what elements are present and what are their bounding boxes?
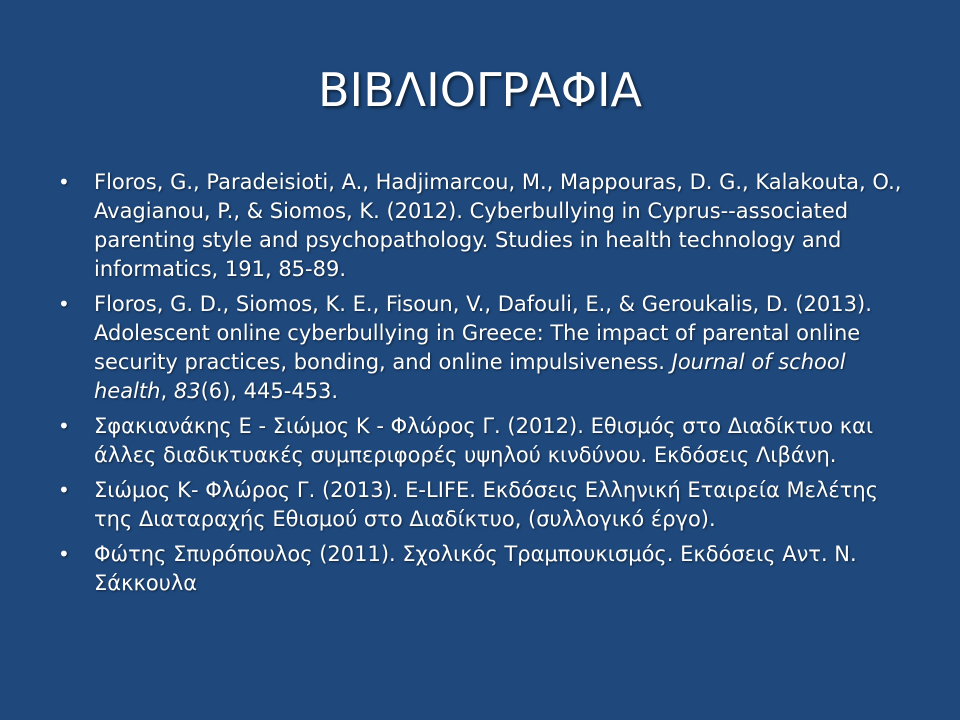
reference-text: Σφακιανάκης Ε - Σιώμος Κ - Φλώρος Γ. (2012). Εθισμός στο Διαδίκτυο και άλλες διαδικτυακές συμπεριφορές υψηλού κινδύνου. Εκδόσεις Λιβάνη.: [94, 414, 874, 467]
bullet-icon: •: [58, 542, 70, 566]
reference-pages: (6), 445-453.: [200, 379, 339, 403]
bullet-icon: •: [58, 292, 70, 316]
journal-title: Journal of school health: [94, 350, 846, 403]
list-item: [56, 476, 916, 534]
bullet-icon: •: [58, 414, 70, 438]
reference-text: Floros, G. D., Siomos, K. E., Fisoun, V., Dafouli, E., & Geroukalis, D. (2013). Adolescent online cyberbullying in Greece: The impact of parental online security practices, bonding, and online impulsiveness.: [94, 292, 872, 374]
reference-text: Floros, G., Paradeisioti, A., Hadjimarcou, M., Mappouras, D. G., Kalakouta, O., Avagianou, P., & Siomos, K. (2012). Cyberbullying in Cyprus--associated parenting style and psychopathology. Studies in health technology and informatics, 191, 85-89.: [94, 170, 902, 281]
reference-list: [56, 168, 916, 604]
bullet-icon: •: [58, 170, 70, 194]
bullet-icon: •: [58, 478, 70, 502]
reference-separator: ,: [160, 379, 174, 403]
list-item: [56, 540, 916, 598]
reference-text: Σιώμος Κ- Φλώρος Γ. (2013). E-LIFE. Εκδόσεις Ελληνική Εταιρεία Μελέτης της Διαταραχής Εθισμού στο Διαδίκτυο, (συλλογικό έργο).: [94, 478, 879, 531]
volume-number: 83: [173, 379, 201, 403]
list-item: [56, 412, 916, 470]
slide-title: ΒΙΒΛΙΟΓΡΑΦΙΑ: [318, 63, 642, 117]
list-item: [56, 290, 916, 406]
reference-text: Φώτης Σπυρόπουλος (2011). Σχολικός Τραμπουκισμός. Εκδόσεις Αντ. Ν. Σάκκουλα: [94, 542, 857, 595]
list-item: [56, 168, 916, 284]
